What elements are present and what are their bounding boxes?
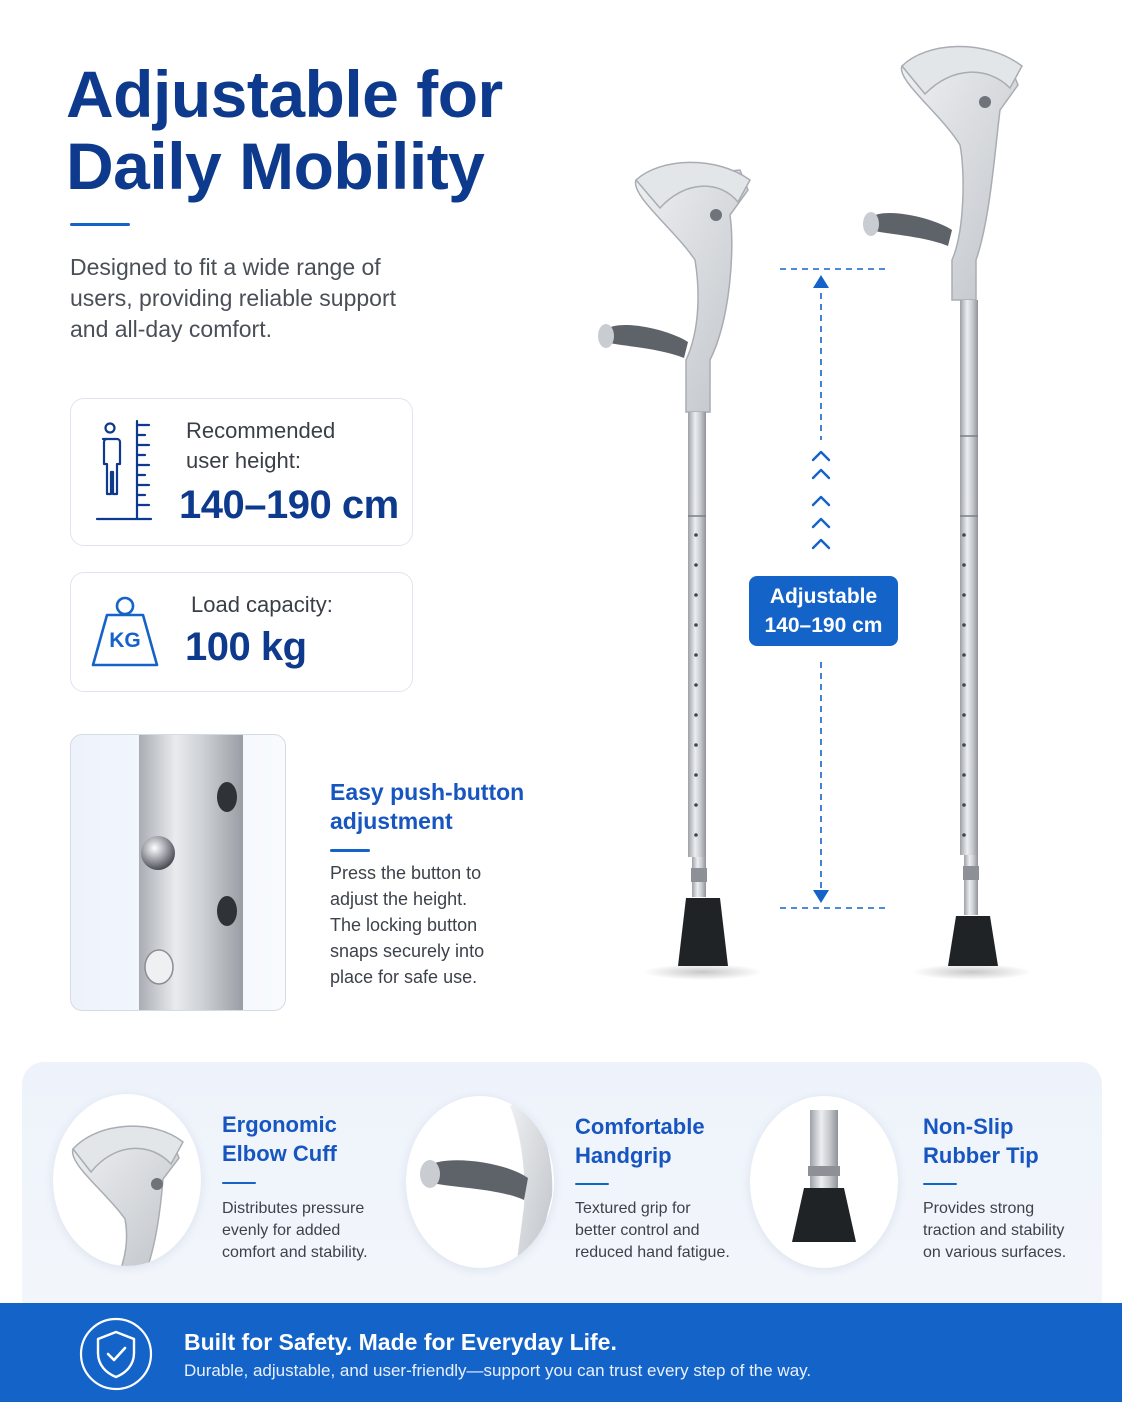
page-title-line-2: Daily Mobility xyxy=(66,129,485,203)
feature-title-line: Handgrip xyxy=(575,1143,672,1168)
features-band xyxy=(22,1062,1102,1322)
push-button-text-line: snaps securely into xyxy=(330,941,485,961)
feature-text-line: better control and xyxy=(575,1222,700,1239)
push-button-text-line: adjust the height. xyxy=(330,889,468,909)
height-spec-label-line-2: user height: xyxy=(186,448,301,473)
rubber-tip-icon xyxy=(750,1096,898,1268)
footer-banner xyxy=(0,1303,1122,1402)
adjustable-range-badge xyxy=(749,576,898,646)
title-divider xyxy=(70,223,130,226)
feature-title-line: Ergonomic xyxy=(222,1112,337,1137)
feature-title-line: Rubber Tip xyxy=(923,1143,1039,1168)
feature-title-line: Non-Slip xyxy=(923,1114,1014,1139)
adjustable-badge-line-2: 140–190 cm xyxy=(764,614,883,637)
handgrip-icon xyxy=(406,1096,554,1268)
push-button-text-line: place for safe use. xyxy=(330,967,478,987)
feature-text-line: reduced hand fatigue. xyxy=(575,1244,730,1261)
push-button-text-line: Press the button to xyxy=(330,863,482,883)
feature-title-rubber-tip xyxy=(923,1112,1039,1170)
footer-title: Built for Safety. Made for Everyday Life. xyxy=(184,1329,617,1355)
feature-text-line: comfort and stability. xyxy=(222,1244,368,1261)
page-title xyxy=(66,58,586,202)
feature-title-handgrip xyxy=(575,1112,705,1170)
push-button-text-line: The locking button xyxy=(330,915,478,935)
height-spec-label xyxy=(186,416,335,476)
page-title-line-1: Adjustable for xyxy=(66,57,503,131)
shield-check-icon xyxy=(79,1317,153,1391)
feature-divider xyxy=(923,1183,957,1185)
load-spec-card xyxy=(70,572,413,692)
height-ruler-icon xyxy=(95,419,157,523)
height-spec-value: 140–190 cm xyxy=(179,483,399,527)
push-button-title-line-1: Easy push-button xyxy=(330,779,525,805)
push-button-title-line-2: adjustment xyxy=(330,808,453,834)
push-button-title xyxy=(330,778,550,836)
feature-text-elbow-cuff xyxy=(222,1198,368,1264)
crutch-illustration xyxy=(560,30,1100,990)
height-spec-card xyxy=(70,398,413,546)
load-spec-label: Load capacity: xyxy=(191,592,333,617)
feature-text-line: Textured grip for xyxy=(575,1200,691,1217)
feature-text-line: Distributes pressure xyxy=(222,1200,365,1217)
feature-text-line: Provides strong xyxy=(923,1200,1035,1217)
push-button-detail-photo xyxy=(70,734,286,1011)
feature-title-line: Elbow Cuff xyxy=(222,1141,337,1166)
adjustable-badge-line-1: Adjustable xyxy=(769,585,878,608)
feature-title-line: Comfortable xyxy=(575,1114,705,1139)
feature-text-line: traction and stability xyxy=(923,1222,1065,1239)
feature-text-rubber-tip xyxy=(923,1198,1066,1264)
height-spec-label-line-1: Recommended xyxy=(186,418,336,443)
right-crutch xyxy=(863,46,1032,980)
push-button-description xyxy=(330,860,520,990)
feature-text-line: evenly for added xyxy=(222,1222,341,1239)
load-spec-value: 100 kg xyxy=(185,625,307,669)
push-button-divider xyxy=(330,849,370,852)
feature-divider xyxy=(222,1182,256,1184)
feature-divider xyxy=(575,1183,609,1185)
weight-kg-icon xyxy=(87,593,163,669)
feature-text-handgrip xyxy=(575,1198,730,1264)
feature-text-line: on various surfaces. xyxy=(923,1244,1067,1261)
page-subtitle: Designed to fit a wide range of users, providing reliable support and all-day comfort. xyxy=(70,254,397,342)
footer-tagline: Durable, adjustable, and user-friendly—support you can trust every step of the way. xyxy=(184,1361,812,1380)
feature-title-elbow-cuff xyxy=(222,1110,337,1168)
left-crutch xyxy=(598,162,763,980)
elbow-cuff-icon xyxy=(53,1094,201,1266)
weight-icon-text: KG xyxy=(109,629,141,652)
